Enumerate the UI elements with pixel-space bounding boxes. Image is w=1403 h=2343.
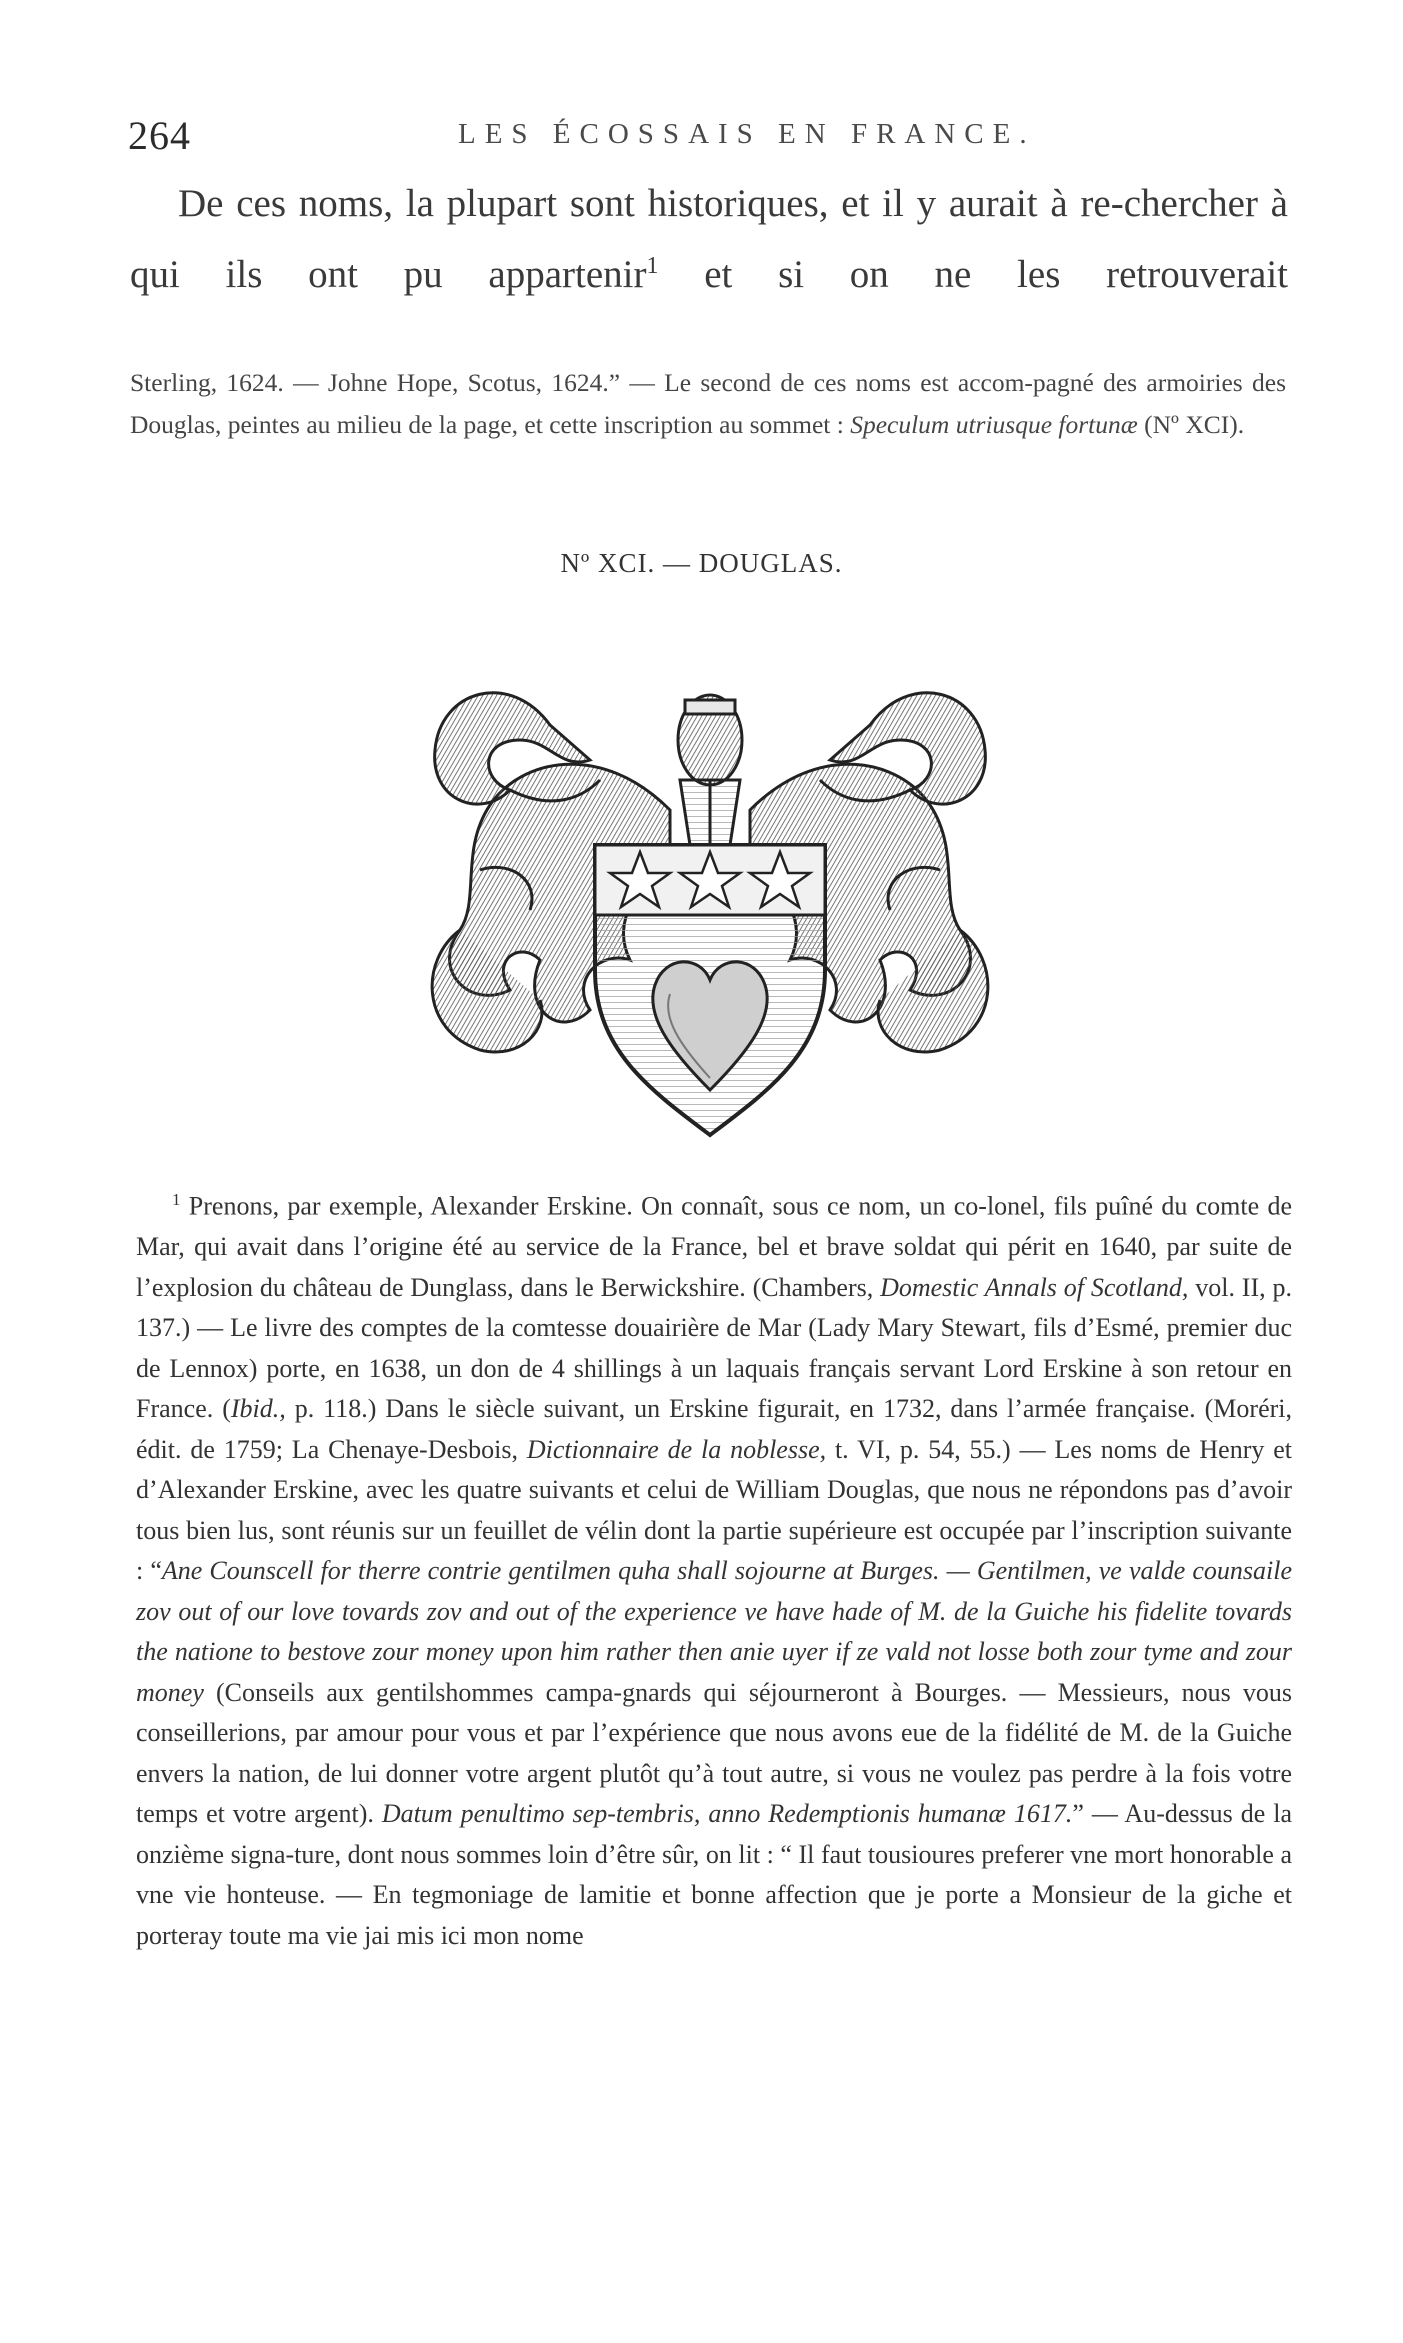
footnote-italic-5: Datum penultimo sep-tembris, anno Redemptionis humanæ 1617. [381,1799,1073,1829]
footnote-text-1: Prenons, par exemple, Alexander Erskine. On connaît, sous ce nom, un co-lonel, fils puîné du comte de Mar, qui avait dans l’origine été au service de la France, bel et brave soldat qui périt en 1640, par suite de l’explosion du château de Dunglass, dans le Berwickshire. (Chambers, [136,1191,1292,1302]
main-text-part1: De ces noms, la plupart sont historiques, et il y aurait à re-chercher à qui ils ont pu appartenir [130,182,1288,296]
footnote-italic-1: Domestic Annals of Scotland, [880,1272,1189,1302]
footnote-italic-2: Ibid., [230,1394,286,1424]
helmet [678,695,742,845]
footnote-marker: 1 [172,1190,181,1209]
running-title: LES ÉCOSSAIS EN FRANCE. [458,118,1036,150]
footnote-reference: 1 [646,253,659,279]
page-number: 264 [128,113,191,158]
footnote-text-6: ” — Au-dessus de la onzième signa-ture, dont nous sommes loin d’être sûr, on lit : “ Il faut tousioures preferer vne mort honorable a vne vie honteuse. — En tegmoniage de lamitie et bonne affection que je porte a Monsieur de la giche et porteray toute ma vie jai mis ici mon nome [136,1799,1292,1950]
main-text-part2: et si on ne les retrouverait [658,253,1288,296]
footnote-paragraph [136,1180,1292,1956]
footnote-text-4: t. VI, p. 54, 55.) — Les noms de Henry et d’Alexander Erskine, avec les quatre suivants et celui de William Douglas, que nous ne répondons pas d’avoir tous bien lus, sont réunis sur un feuillet de vélin dont la partie supérieure est occupée par l’inscription suivante : “ [136,1434,1292,1586]
main-paragraph [130,172,1288,306]
footnote-italic-4: Ane Counscell for therre contrie gentilmen quha shall sojourne at Burges. — Gentilmen, ve valde counsaile zov out of our love tovards zov and out of the experience ve have hade of M. de la Guiche his fidelite tovards the natione to bestove zour money upon him rather then anie uyer if ze vald not losse both zour tyme and zour money [136,1556,1293,1707]
note-continuation-paragraph [130,362,1286,446]
note-cont-part1: Sterling, 1624. — Johne Hope, Scotus, 1624.” — Le second de ces noms est accom-pagné des armoiries des Douglas, peintes au milieu de la page, et cette inscription au sommet : [130,368,1286,439]
footnote-text-2: vol. II, p. 137.) — Le livre des comptes de la comtesse douairière de Mar (Lady Mary Stewart, fils d’Esmé, premier duc de Lennox) porte, en 1638, un don de 4 shillings à un laquais français servant Lord Erskine à son retour en France. ( [136,1272,1292,1424]
page-header [128,112,1288,162]
note-cont-italic: Speculum utriusque fortunæ [850,410,1138,439]
figure-title: Nº XCI. — DOUGLAS. [560,548,843,578]
douglas-coat-of-arms-illustration [400,630,1020,1150]
footnote-text-5: (Conseils aux gentilshommes campa-gnards qui séjourneront à Bourges. — Messieurs, nous vous conseillerions, par amour pour vous et par l’expérience que nous avons eue de la fidélité de M. de la Guiche envers la nation, de lui donner votre argent plutôt qu’à tout autre, si vous ne voulez pas perdre à la fois votre temps et votre argent). [136,1677,1292,1829]
note-cont-part2: (Nº XCI). [1137,410,1245,439]
main-text [130,172,1288,306]
footnote-text-3: p. 118.) Dans le siècle suivant, un Erskine figurait, en 1732, dans l’armée française. (Moréri, édit. de 1759; La Chenaye-Desbois, [136,1394,1292,1464]
note-continuation [130,362,1286,446]
footnote [136,1180,1292,1956]
footnote-italic-3: Dictionnaire de la noblesse, [526,1434,827,1464]
